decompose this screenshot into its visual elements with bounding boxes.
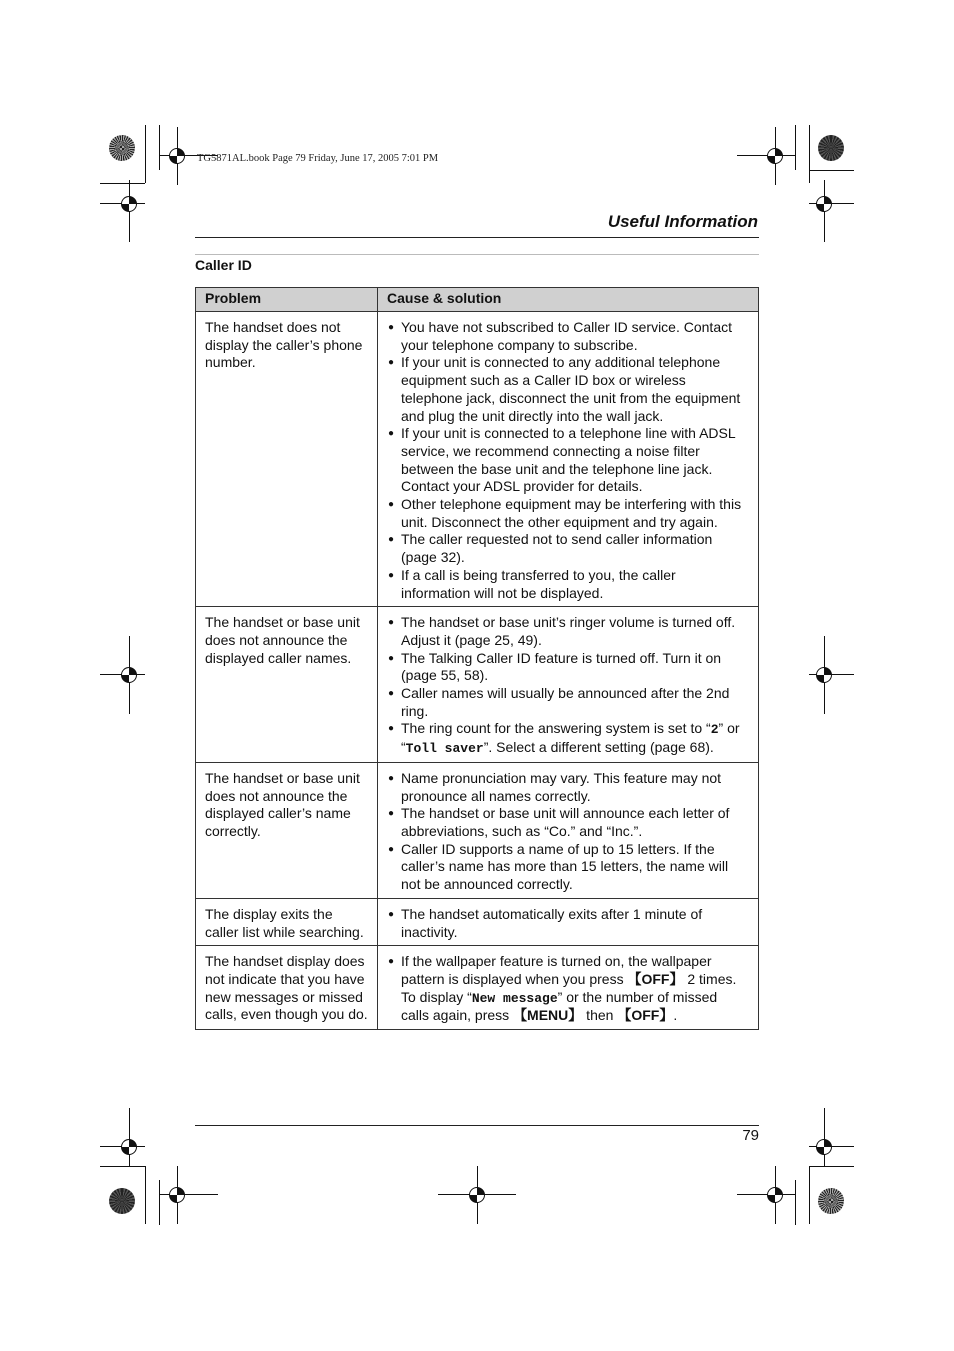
registration-target-icon [816, 1139, 832, 1155]
cause-text: ”. Select a different setting (page 68). [483, 739, 714, 756]
cause-cell [378, 312, 759, 607]
cause-item: ● If a call is being transferred to you, the caller information will not be displayed. [388, 567, 748, 602]
crop-line [809, 125, 810, 183]
cause-item: ● The handset or base unit will announce each letter of abbreviations, such as “Co.” and “Inc.”. [388, 805, 748, 840]
footer-rule [195, 1125, 759, 1126]
crop-line [159, 1180, 160, 1225]
registration-target-icon [816, 196, 832, 212]
registration-target-icon [816, 667, 832, 683]
menu-key-label: 【MENU】 [513, 1007, 583, 1024]
column-header-cause: Cause & solution [378, 288, 759, 312]
cause-cell [378, 607, 759, 763]
color-registration-icon [818, 135, 844, 161]
crop-line [159, 125, 160, 170]
cause-item: ● The handset automatically exits after 1 minute of inactivity. [388, 906, 748, 941]
cause-item: ● The handset or base unit’s ringer volume is turned off. Adjust it (page 25, 49). [388, 614, 748, 649]
crop-line [795, 125, 796, 170]
cause-item: ● If your unit is connected to a telephone line with ADSL service, we recommend connecting a noise filter between the base unit and the telephone line jack. Contact your ADSL provider for details. [388, 425, 748, 496]
cause-item: ● Caller ID supports a name of up to 15 letters. If the caller’s name has more than 15 letters, the name will not be announced correctly. [388, 841, 748, 894]
crop-line [129, 1108, 130, 1166]
crop-line [145, 1166, 146, 1224]
table-row [196, 312, 759, 607]
cause-item: ● The Talking Caller ID feature is turned off. Turn it on (page 55, 58). [388, 650, 748, 685]
crop-line [145, 125, 146, 183]
header-rule [195, 237, 759, 238]
page-number: 79 [742, 1127, 759, 1144]
cause-list [388, 906, 748, 941]
display-setting: 2 [710, 722, 719, 738]
problem-cell: The handset or base unit does not announce the displayed caller’s name correctly. [196, 762, 378, 898]
color-registration-icon [818, 1188, 844, 1214]
color-registration-icon [109, 1188, 135, 1214]
problem-cell: The handset does not display the caller’s phone number. [196, 312, 378, 607]
registration-target-icon [121, 196, 137, 212]
table-row [196, 898, 759, 945]
registration-target-icon [767, 1187, 783, 1203]
column-header-problem: Problem [196, 288, 378, 312]
registration-target-icon [169, 1187, 185, 1203]
cause-item: ● Other telephone equipment may be interfering with this unit. Disconnect the other equipment and try again. [388, 496, 748, 531]
crop-line [824, 1108, 825, 1166]
cause-list [388, 953, 748, 1025]
cause-item: ● You have not subscribed to Caller ID service. Contact your telephone company to subscribe. [388, 319, 748, 354]
table-row [196, 946, 759, 1030]
cause-list [388, 319, 748, 602]
problem-cell: The display exits the caller list while searching. [196, 898, 378, 945]
cause-cell [378, 898, 759, 945]
table-row [196, 762, 759, 898]
crop-line [737, 1194, 795, 1195]
cause-list [388, 770, 748, 894]
cause-cell [378, 762, 759, 898]
registration-target-icon [469, 1187, 485, 1203]
registration-target-icon [767, 148, 783, 164]
cause-item [388, 720, 748, 757]
crop-line [737, 155, 795, 156]
cause-item: ● The caller requested not to send caller information (page 32). [388, 531, 748, 566]
table-row [196, 607, 759, 763]
registration-target-icon [169, 148, 185, 164]
cause-text: 2 times. To display “ [401, 970, 737, 1005]
off-key-label: 【OFF】 [627, 970, 684, 987]
registration-target-icon [121, 1139, 137, 1155]
display-setting: New message [471, 990, 558, 1006]
cause-cell [378, 946, 759, 1030]
cause-text: ” or “ [401, 720, 740, 756]
crop-line [100, 1166, 145, 1167]
cause-text: If the wallpaper feature is turned on, the wallpaper pattern is displayed when you press [401, 953, 712, 987]
troubleshooting-table [195, 287, 759, 1030]
crop-line [809, 1166, 810, 1224]
crop-line [809, 170, 854, 171]
cause-item: ● Name pronunciation may vary. This feature may not pronounce all names correctly. [388, 770, 748, 805]
crop-line [100, 183, 145, 184]
cause-list [388, 614, 748, 758]
color-registration-icon [109, 135, 135, 161]
display-setting: Toll saver [405, 741, 484, 757]
subsection-title: Caller ID [195, 257, 252, 273]
crop-line [795, 1180, 796, 1225]
cause-item: ● Caller names will usually be announced after the 2nd ring. [388, 685, 748, 720]
problem-cell: The handset display does not indicate that you have new messages or missed calls, even though you do. [196, 946, 378, 1030]
print-info-slug: TG5871AL.book Page 79 Friday, June 17, 2005 7:01 PM [197, 153, 439, 164]
section-title: Useful Information [607, 212, 758, 231]
registration-target-icon [121, 667, 137, 683]
cause-text: then [582, 1007, 618, 1024]
off-key-label: 【OFF】 [617, 1007, 674, 1024]
cause-text: ” or the number of missed calls again, press [401, 988, 718, 1024]
cause-item: ● If your unit is connected to any additional telephone equipment such as a Caller ID box or wireless telephone jack, disconnect the unit from the equipment and plug the unit directly into the wall jack. [388, 354, 748, 425]
header-subrule [195, 254, 759, 255]
table-header-row [196, 288, 759, 312]
problem-cell: The handset or base unit does not announce the displayed caller names. [196, 607, 378, 763]
cause-text: . [673, 1007, 678, 1024]
crop-line [809, 1166, 854, 1167]
cause-item [388, 953, 748, 1025]
cause-text: The ring count for the answering system is set to “ [401, 720, 711, 737]
